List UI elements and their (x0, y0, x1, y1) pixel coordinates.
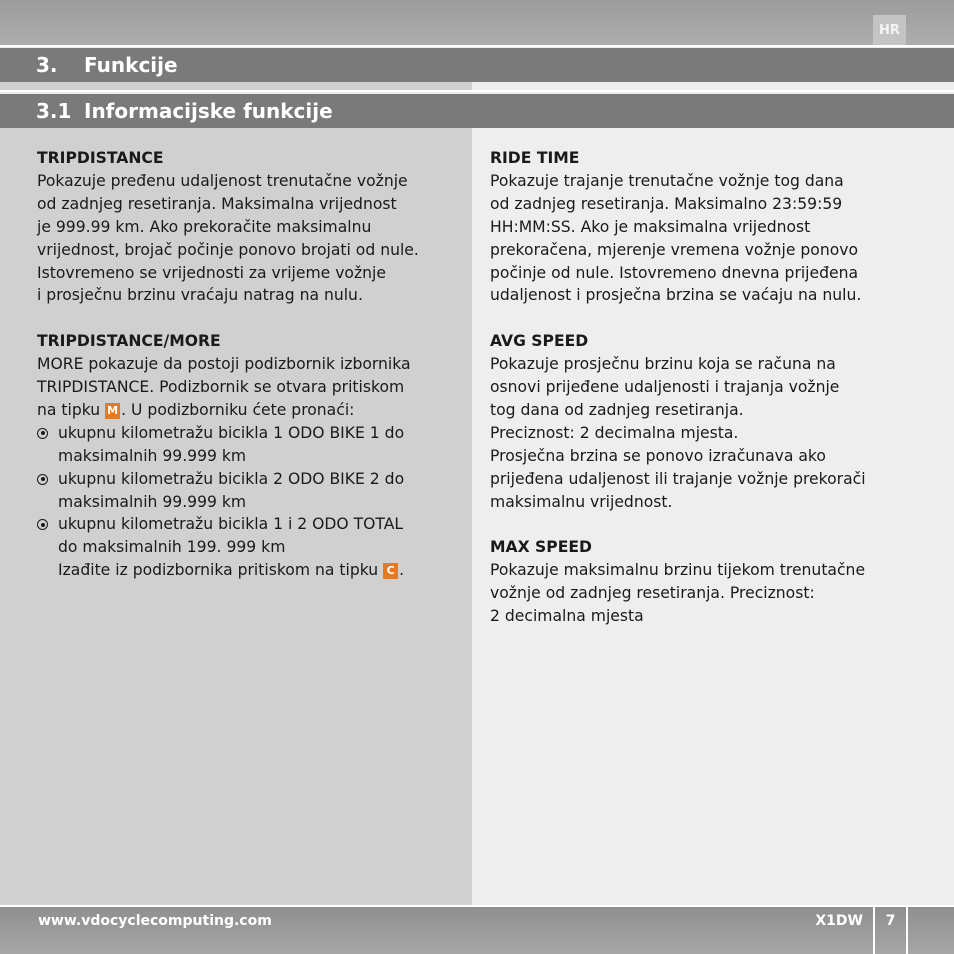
m-key-icon: M (105, 403, 120, 419)
avg-speed-section (490, 330, 920, 513)
text-line: vožnje od zadnjeg resetiranja. Preciznost: (490, 584, 815, 603)
divider-line (0, 90, 954, 92)
model-name: X1DW (815, 913, 863, 929)
section-title: Informacijske funkcije (84, 99, 333, 123)
section-number: 3.1 (36, 99, 72, 123)
text-line: prijeđena udaljenost ili trajanje vožnje prekorači (490, 469, 866, 488)
text-line: vrijednost, brojač počinje ponovo brojati od nule. (37, 240, 419, 259)
footer-divider (906, 907, 908, 954)
footer (0, 907, 954, 954)
text-line: od zadnjeg resetiranja. Maksimalno 23:59:59 (490, 194, 843, 213)
bullet-icon (37, 474, 48, 485)
text-line: Pokazuje trajanje trenutačne vožnje tog dana (490, 171, 844, 190)
tripdistance-more-section (37, 330, 467, 582)
text-line: MORE pokazuje da postoji podizbornik izbornika (37, 355, 411, 374)
text-fragment: Izađite iz podizbornika pritiskom na tipku (58, 561, 384, 580)
section-heading: RIDE TIME (490, 149, 580, 167)
text-line (37, 399, 467, 422)
text-line: prekoračena, mjerenje vremena vožnje ponovo (490, 240, 859, 259)
bullet-item (37, 468, 467, 514)
chapter-number: 3. (36, 53, 58, 77)
text-line: počinje od nule. Istovremeno dnevna prijeđena (490, 263, 859, 282)
text-line: je 999.99 km. Ako prekoračite maksimalnu (37, 217, 372, 236)
text-line: i prosječnu brzinu vraćaju natrag na nulu. (37, 286, 363, 305)
text-line: od zadnjeg resetiranja. Maksimalna vrijednost (37, 194, 397, 213)
text-line: 2 decimalna mjesta (490, 607, 644, 626)
left-column (37, 147, 467, 605)
text-line (58, 559, 467, 582)
text-line: Istovremeno se vrijednosti za vrijeme vožnje (37, 263, 386, 282)
text-line: Preciznost: 2 decimalna mjesta. (490, 423, 739, 442)
text-fragment: na tipku (37, 400, 106, 419)
text-line: maksimalnu vrijednost. (490, 492, 673, 511)
text-fragment: . (399, 561, 405, 580)
section-heading: TRIPDISTANCE (37, 149, 164, 167)
text-fragment: . U podizborniku ćete pronaći: (121, 400, 355, 419)
gap-left (0, 82, 472, 90)
bullet-item (37, 422, 467, 468)
language-badge: HR (873, 15, 906, 45)
text-line: maksimalnih 99.999 km (58, 446, 247, 465)
website-url: www.vdocyclecomputing.com (38, 913, 272, 929)
chapter-title: Funkcije (84, 53, 178, 77)
text-line: ukupnu kilometražu bicikla 1 ODO BIKE 1 do (58, 423, 405, 442)
tripdistance-section (37, 147, 467, 307)
top-band (0, 0, 954, 45)
text-line: Pokazuje pređenu udaljenost trenutačne vožnje (37, 171, 408, 190)
text-line: udaljenost i prosječna brzina se vaćaju na nulu. (490, 286, 862, 305)
ride-time-section (490, 147, 920, 307)
text-line: tog dana od zadnjeg resetiranja. (490, 400, 744, 419)
text-line: maksimalnih 99.999 km (58, 492, 247, 511)
bullet-icon (37, 428, 48, 439)
c-key-icon: C (383, 563, 398, 579)
right-column (490, 147, 920, 651)
section-heading: AVG SPEED (490, 332, 589, 351)
section-bar (0, 94, 954, 128)
bullet-icon (37, 519, 48, 530)
section-heading: MAX SPEED (490, 538, 592, 557)
text-line: Pokazuje prosječnu brzinu koja se računa na (490, 355, 836, 374)
gap-right (472, 82, 954, 90)
text-line: Pokazuje maksimalnu brzinu tijekom trenutačne (490, 561, 866, 580)
text-line: ukupnu kilometražu bicikla 2 ODO BIKE 2 do (58, 469, 405, 488)
max-speed-section (490, 536, 920, 628)
text-line: do maksimalnih 199. 999 km (58, 538, 286, 557)
bullet-item (37, 513, 467, 582)
text-line: osnovi prijeđene udaljenosti i trajanja vožnje (490, 378, 840, 397)
divider-line (0, 45, 954, 47)
text-line: ukupnu kilometražu bicikla 1 i 2 ODO TOTAL (58, 515, 404, 534)
chapter-bar (0, 48, 954, 82)
text-line: TRIPDISTANCE. Podizbornik se otvara pritiskom (37, 378, 405, 397)
section-heading: TRIPDISTANCE/MORE (37, 332, 221, 351)
text-line: Prosječna brzina se ponovo izračunava ako (490, 446, 826, 465)
text-line: HH:MM:SS. Ako je maksimalna vrijednost (490, 217, 811, 236)
page-number: 7 (885, 913, 896, 929)
